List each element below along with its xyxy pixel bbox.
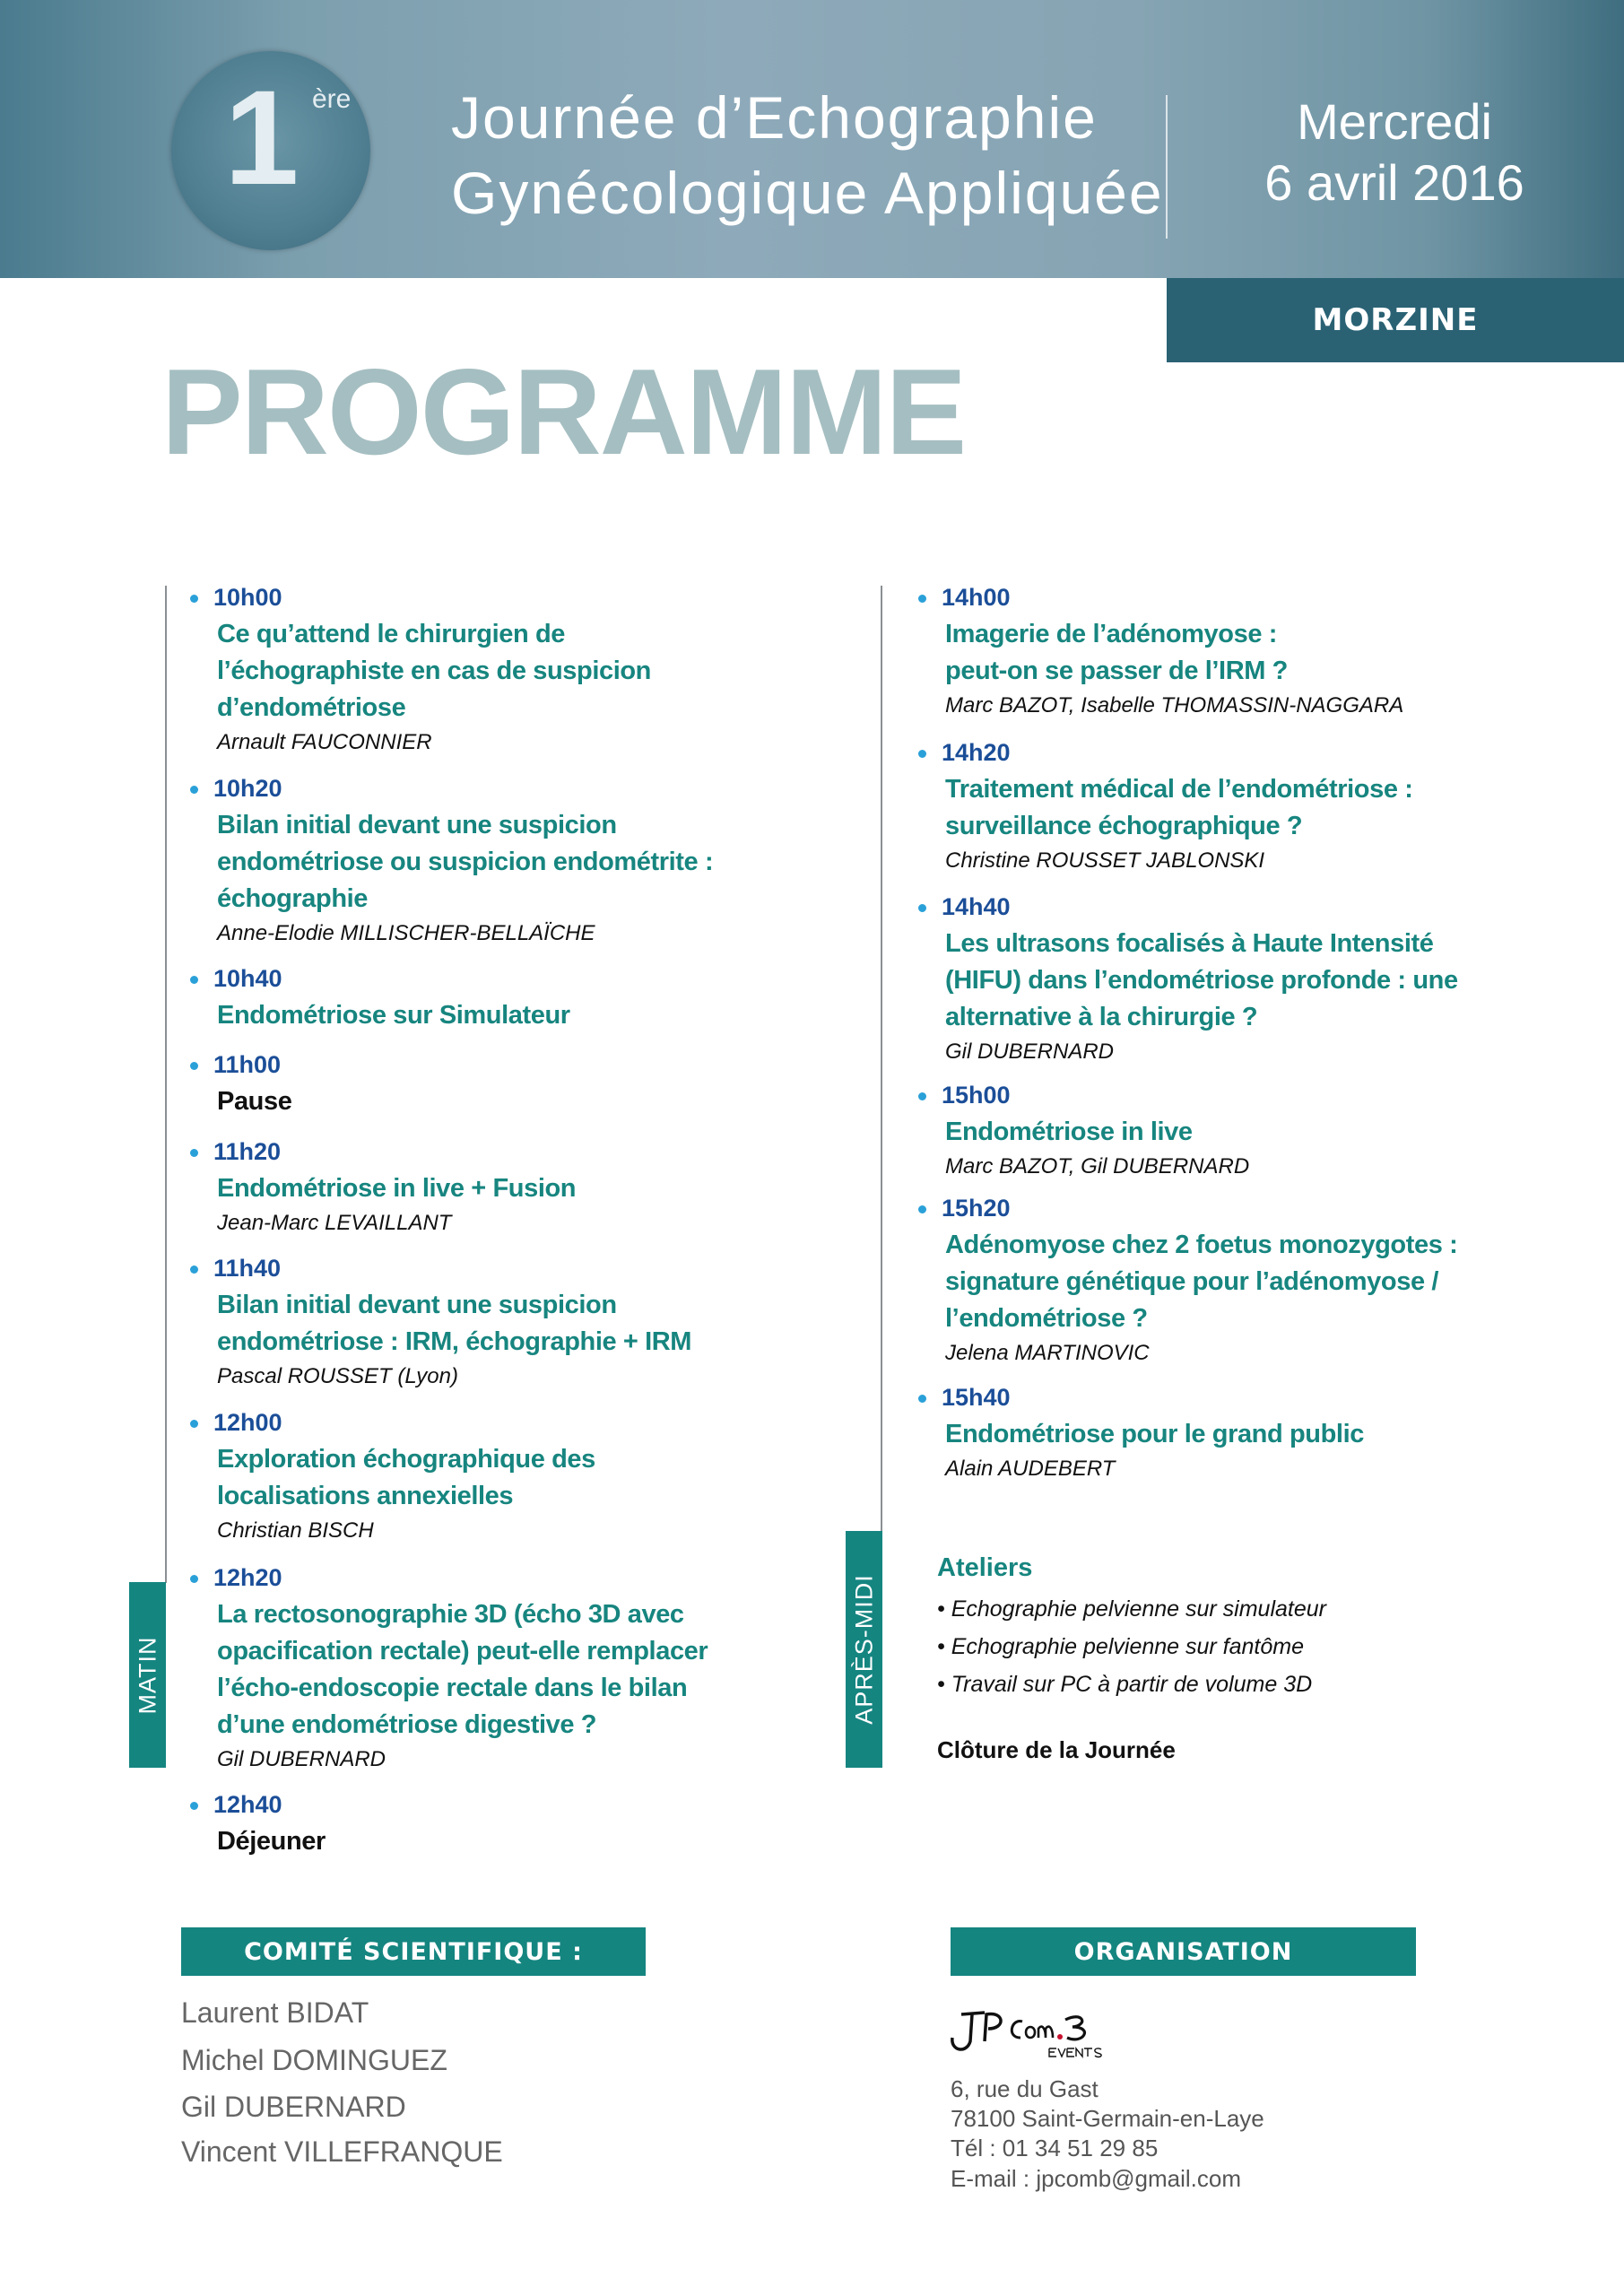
- entry-time: 14h40: [918, 889, 1458, 926]
- entry-title: Déjeuner: [217, 1827, 326, 1856]
- entry-title: endométriose ou suspicion endométrite :: [217, 848, 714, 876]
- schedule-entry: [190, 1560, 708, 1776]
- schedule-entry: [190, 1047, 291, 1120]
- entry-speaker: Marc BAZOT, Isabelle THOMASSIN-NAGGARA: [945, 693, 1404, 718]
- entry-title: Ce qu’attend le chirurgien de: [217, 620, 566, 648]
- comite-member: Laurent BIDAT: [181, 1996, 369, 2029]
- entry-title: (HIFU) dans l’endométriose profonde : une: [945, 966, 1458, 995]
- entry-title: l’échographiste en cas de suspicion: [217, 657, 651, 685]
- schedule-entry: [190, 1250, 691, 1393]
- morning-label: [129, 1582, 166, 1768]
- entry-time: 10h20: [190, 770, 713, 807]
- entry-time: 14h00: [918, 579, 1403, 616]
- entry-title: Adénomyose chez 2 foetus monozygotes :: [945, 1231, 1458, 1259]
- entry-title: Traitement médical de l’endométriose :: [945, 775, 1413, 804]
- org-phone: Tél : 01 34 51 29 85: [951, 2135, 1159, 2161]
- entry-time: 11h20: [190, 1134, 576, 1170]
- entry-title: Bilan initial devant une suspicion: [217, 811, 617, 839]
- atelier-item: • Echographie pelvienne sur simulateur: [937, 1596, 1326, 1622]
- org-address-city: 78100 Saint-Germain-en-Laye: [951, 2105, 1264, 2132]
- entry-title: surveillance échographique ?: [945, 812, 1303, 840]
- entry-title: échographie: [217, 884, 369, 913]
- entry-title: l’écho-endoscopie rectale dans le bilan: [217, 1674, 688, 1702]
- comite-member: Michel DOMINGUEZ: [181, 2044, 447, 2076]
- ateliers-title: Ateliers: [937, 1553, 1033, 1582]
- entry-speaker: Gil DUBERNARD: [945, 1039, 1115, 1064]
- comite-header: COMITÉ SCIENTIFIQUE :: [181, 1927, 646, 1976]
- atelier-item: • Travail sur PC à partir de volume 3D: [937, 1672, 1313, 1697]
- entry-title: d’endométriose: [217, 693, 406, 722]
- entry-speaker: Gil DUBERNARD: [217, 1747, 386, 1771]
- afternoon-label: [846, 1531, 882, 1768]
- entry-speaker: Jean-Marc LEVAILLANT: [217, 1211, 452, 1235]
- entry-time: 11h40: [190, 1250, 691, 1287]
- entry-title: Les ultrasons focalisés à Haute Intensité: [945, 929, 1434, 958]
- entry-speaker: Jelena MARTINOVIC: [945, 1341, 1150, 1365]
- schedule-entry: [190, 770, 713, 950]
- entry-speaker: Christine ROUSSET JABLONSKI: [945, 848, 1265, 873]
- comite-member: Vincent VILLEFRANQUE: [181, 2135, 503, 2168]
- entry-time: 12h40: [190, 1787, 326, 1823]
- event-title-line1: Journée d’Echographie: [451, 84, 1098, 151]
- entry-title: alternative à la chirurgie ?: [945, 1003, 1258, 1031]
- afternoon-label-text: APRÈS-MIDI: [850, 1574, 877, 1725]
- entry-title: La rectosonographie 3D (écho 3D avec: [217, 1600, 684, 1629]
- entry-title: d’une endométriose digestive ?: [217, 1710, 597, 1739]
- entry-time: 14h20: [918, 735, 1412, 771]
- schedule-entry: [190, 1405, 595, 1547]
- jpcomb-logo: [949, 2002, 1110, 2065]
- org-email[interactable]: E-mail : jpcomb@gmail.com: [951, 2165, 1242, 2192]
- schedule-entry: [190, 1787, 326, 1860]
- schedule-entry: [918, 1077, 1249, 1183]
- entry-title: opacification rectale) peut-elle remplacer: [217, 1637, 708, 1665]
- entry-title: peut-on se passer de l’IRM ?: [945, 657, 1288, 685]
- entry-time: 10h00: [190, 579, 651, 616]
- edition-suffix: ère: [312, 84, 352, 114]
- schedule-entry: [918, 735, 1412, 877]
- schedule-entry: [918, 579, 1403, 722]
- entry-title: Pause: [217, 1087, 292, 1116]
- schedule-entry: [190, 961, 570, 1034]
- entry-title: Imagerie de l’adénomyose :: [945, 620, 1277, 648]
- schedule-entry: [918, 1190, 1457, 1370]
- afternoon-divider-line: [881, 586, 882, 1532]
- org-address-street: 6, rue du Gast: [951, 2075, 1099, 2102]
- entry-title: Exploration échographique des: [217, 1445, 595, 1474]
- entry-title: Endométriose sur Simulateur: [217, 1001, 570, 1030]
- schedule-entry: [190, 1134, 576, 1239]
- event-day: Mercredi: [1297, 93, 1492, 150]
- event-date: 6 avril 2016: [1264, 154, 1524, 211]
- entry-time: 15h00: [918, 1077, 1249, 1114]
- entry-title: Endométriose in live + Fusion: [217, 1174, 577, 1203]
- schedule-entry: [190, 579, 651, 759]
- entry-time: 15h40: [918, 1379, 1364, 1416]
- entry-title: localisations annexielles: [217, 1482, 514, 1510]
- entry-speaker: Christian BISCH: [217, 1518, 374, 1543]
- atelier-item: • Echographie pelvienne sur fantôme: [937, 1634, 1305, 1659]
- entry-title: endométriose : IRM, échographie + IRM: [217, 1327, 692, 1356]
- organisation-header: ORGANISATION: [951, 1927, 1416, 1976]
- entry-title: signature génétique pour l’adénomyose /: [945, 1267, 1438, 1296]
- edition-number: 1: [224, 62, 300, 213]
- location-badge: MORZINE: [1167, 278, 1624, 362]
- morning-label-text: MATIN: [134, 1636, 161, 1714]
- entry-time: 12h20: [190, 1560, 708, 1596]
- entry-title: Endométriose in live: [945, 1118, 1193, 1146]
- entry-speaker: Arnault FAUCONNIER: [217, 730, 432, 754]
- schedule-entry: [918, 889, 1458, 1068]
- schedule-entry: [918, 1379, 1364, 1485]
- header-divider: [1166, 95, 1168, 239]
- programme-title: PROGRAMME: [161, 344, 966, 480]
- entry-speaker: Anne-Elodie MILLISCHER-BELLAÏCHE: [217, 921, 595, 945]
- entry-speaker: Alain AUDEBERT: [945, 1457, 1116, 1481]
- morning-divider-line: [165, 586, 167, 1583]
- entry-speaker: Marc BAZOT, Gil DUBERNARD: [945, 1154, 1250, 1178]
- entry-time: 12h00: [190, 1405, 595, 1441]
- entry-title: Endométriose pour le grand public: [945, 1420, 1364, 1448]
- event-title-line2: Gynécologique Appliquée: [451, 160, 1164, 226]
- entry-speaker: Pascal ROUSSET (Lyon): [217, 1364, 458, 1388]
- entry-time: 11h00: [190, 1047, 291, 1083]
- entry-title: l’endométriose ?: [945, 1304, 1148, 1333]
- entry-time: 10h40: [190, 961, 570, 997]
- entry-time: 15h20: [918, 1190, 1457, 1227]
- closing-label: Clôture de la Journée: [937, 1736, 1176, 1763]
- comite-member: Gil DUBERNARD: [181, 2091, 406, 2123]
- entry-title: Bilan initial devant une suspicion: [217, 1291, 617, 1319]
